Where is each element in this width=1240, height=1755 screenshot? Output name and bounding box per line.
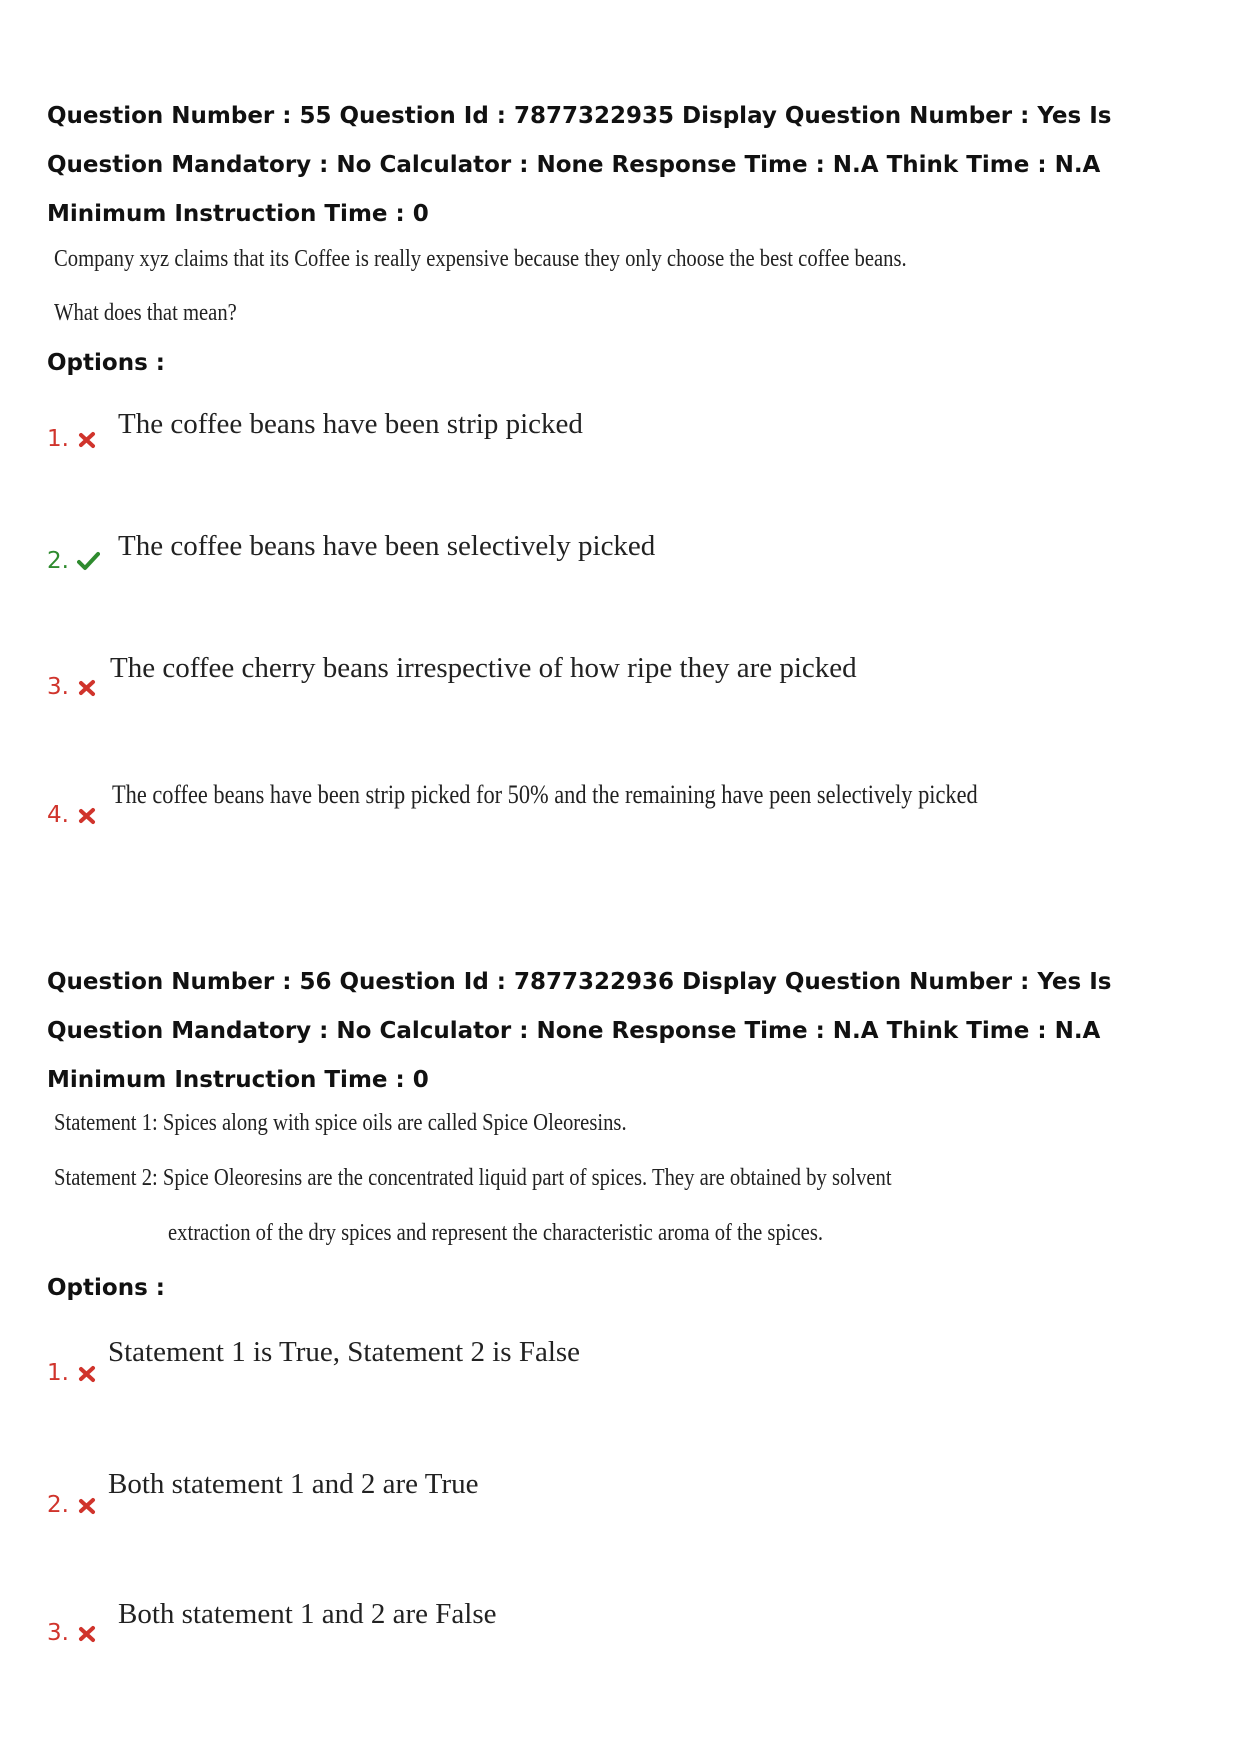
question-55-option-1-text: The coffee beans have been strip picked	[118, 408, 583, 440]
question-55-option-4-number: 4.	[47, 802, 69, 828]
cross-icon	[77, 1496, 97, 1516]
question-55-stem-line-1: Company xyz claims that its Coffee is really expensive because they only choose the best coffee beans.	[54, 246, 907, 272]
question-55-option-3-number: 3.	[47, 674, 69, 700]
question-55-option-1-number: 1.	[47, 426, 69, 452]
question-56-option-3-text: Both statement 1 and 2 are False	[118, 1598, 497, 1630]
question-56-stem-line-3: extraction of the dry spices and represent the characteristic aroma of the spices.	[168, 1220, 824, 1246]
cross-icon	[77, 806, 97, 826]
question-55-stem-line-2: What does that mean?	[54, 300, 237, 326]
cross-icon	[77, 1364, 97, 1384]
question-56-option-1-number: 1.	[47, 1360, 69, 1386]
cross-icon	[77, 1624, 97, 1644]
check-icon	[77, 551, 100, 571]
question-56-options-label: Options :	[47, 1275, 165, 1301]
question-56-stem-line-1: Statement 1: Spices along with spice oils are called Spice Oleoresins.	[54, 1110, 627, 1136]
cross-icon	[77, 678, 97, 698]
question-55-option-4-text: The coffee beans have been strip picked for 50% and the remaining have peen selectively picked	[112, 780, 978, 809]
question-55-option-3-text: The coffee cherry beans irrespective of how ripe they are picked	[110, 652, 857, 684]
question-55-options-label: Options :	[47, 350, 165, 376]
cross-icon	[77, 430, 97, 450]
question-56-option-2-number: 2.	[47, 1492, 69, 1518]
question-56-meta: Question Number : 56 Question Id : 7877322936 Display Question Number : Yes Is Question Mandatory : No Calculator : None Response Time : N.A Think Time : N.A Minimum Instruction Time : 0	[47, 969, 1112, 1093]
question-55-option-2-number: 2.	[47, 548, 69, 574]
question-56-option-3-number: 3.	[47, 1620, 69, 1646]
question-55-meta: Question Number : 55 Question Id : 7877322935 Display Question Number : Yes Is Question Mandatory : No Calculator : None Response Time : N.A Think Time : N.A Minimum Instruction Time : 0	[47, 103, 1112, 227]
question-56-stem-line-2: Statement 2: Spice Oleoresins are the concentrated liquid part of spices. They are obtained by solvent	[54, 1165, 892, 1191]
question-56-option-2-text: Both statement 1 and 2 are True	[108, 1468, 479, 1500]
question-56-option-1-text: Statement 1 is True, Statement 2 is False	[108, 1336, 581, 1368]
question-55-option-2-text: The coffee beans have been selectively picked	[118, 530, 656, 562]
